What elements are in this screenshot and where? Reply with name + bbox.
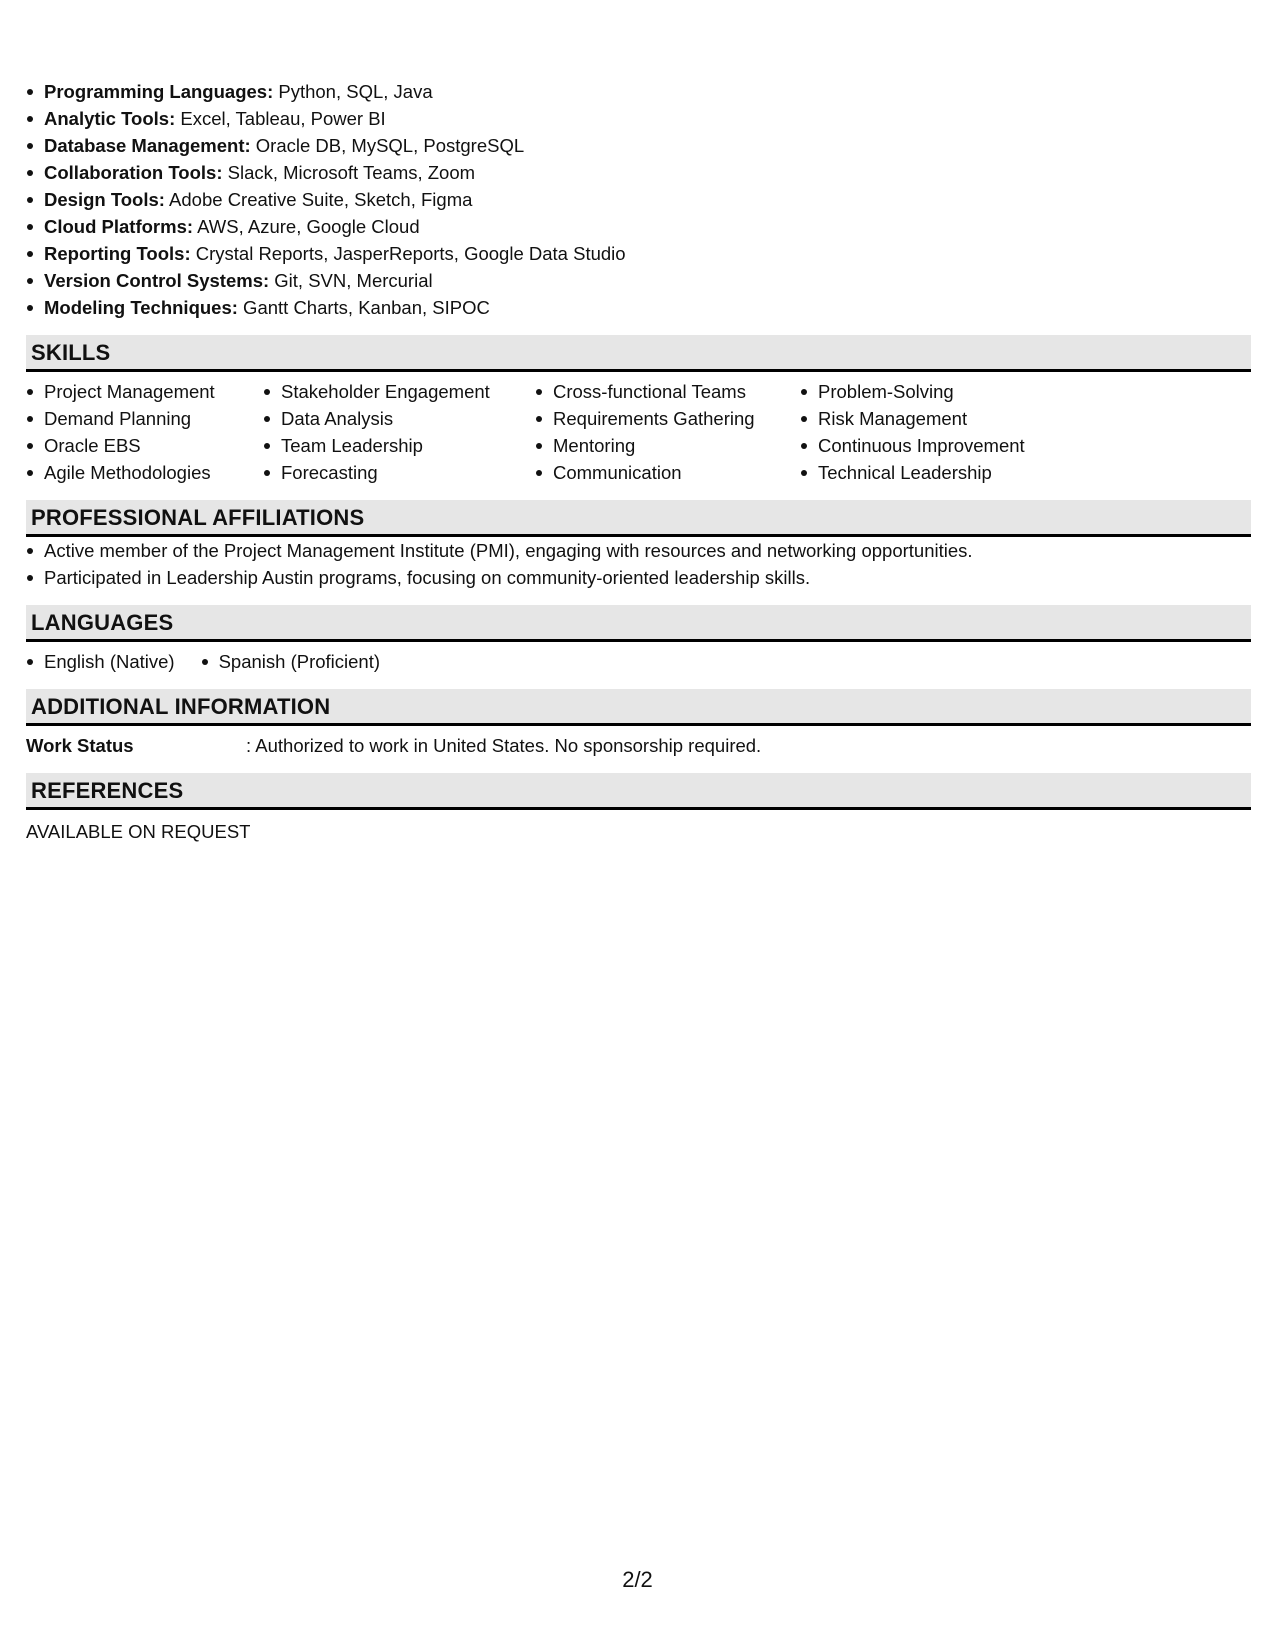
resume-page bbox=[26, 78, 1251, 845]
skills-column bbox=[800, 378, 1118, 486]
tech-skill-value: Gantt Charts, Kanban, SIPOC bbox=[237, 297, 490, 318]
tech-skill-value: Slack, Microsoft Teams, Zoom bbox=[222, 162, 476, 183]
skills-column bbox=[263, 378, 535, 486]
list-item bbox=[44, 159, 1251, 186]
tech-skill-label: Modeling Techniques: bbox=[44, 297, 238, 318]
skills-column bbox=[26, 378, 263, 486]
skill-item: Continuous Improvement bbox=[818, 432, 1118, 459]
list-item bbox=[44, 78, 1251, 105]
tech-skill-value: Python, SQL, Java bbox=[273, 81, 433, 102]
section-header-affiliations: PROFESSIONAL AFFILIATIONS bbox=[26, 500, 1251, 537]
skill-item: Technical Leadership bbox=[818, 459, 1118, 486]
tech-skill-label: Programming Languages: bbox=[44, 81, 274, 102]
tech-skill-label: Analytic Tools: bbox=[44, 108, 176, 129]
tech-skill-value: Oracle DB, MySQL, PostgreSQL bbox=[250, 135, 525, 156]
tech-skill-label: Version Control Systems: bbox=[44, 270, 270, 291]
tech-skill-value: Git, SVN, Mercurial bbox=[269, 270, 433, 291]
affiliation-item: Participated in Leadership Austin programs, focusing on community-oriented leadership skills. bbox=[44, 564, 1251, 591]
skill-item: Project Management bbox=[44, 378, 263, 405]
tech-skill-label: Reporting Tools: bbox=[44, 243, 191, 264]
technical-skills-list bbox=[26, 78, 1251, 321]
tech-skill-value: Excel, Tableau, Power BI bbox=[175, 108, 386, 129]
skills-column bbox=[535, 378, 800, 486]
page-number: 2/2 bbox=[622, 1567, 653, 1592]
list-item bbox=[44, 213, 1251, 240]
list-item bbox=[44, 105, 1251, 132]
languages-row bbox=[26, 648, 1251, 675]
work-status-label: Work Status bbox=[26, 735, 134, 756]
section-header-languages: LANGUAGES bbox=[26, 605, 1251, 642]
references-text: AVAILABLE ON REQUEST bbox=[26, 821, 251, 842]
affiliations-list bbox=[26, 537, 1251, 591]
section-header-references: REFERENCES bbox=[26, 773, 1251, 810]
affiliation-item: Active member of the Project Management Institute (PMI), engaging with resources and networking opportunities. bbox=[44, 537, 1251, 564]
tech-skill-label: Design Tools: bbox=[44, 189, 165, 210]
skill-item: Stakeholder Engagement bbox=[281, 378, 535, 405]
skill-item: Agile Methodologies bbox=[44, 459, 263, 486]
list-item bbox=[44, 186, 1251, 213]
language-item: English (Native) bbox=[44, 648, 175, 675]
list-item bbox=[44, 267, 1251, 294]
tech-skill-label: Database Management: bbox=[44, 135, 251, 156]
language-item: Spanish (Proficient) bbox=[219, 648, 380, 675]
skills-grid bbox=[26, 378, 1251, 486]
work-status-value: : Authorized to work in United States. No sponsorship required. bbox=[246, 735, 762, 756]
section-header-skills: SKILLS bbox=[26, 335, 1251, 372]
skill-item: Mentoring bbox=[553, 432, 800, 459]
list-item bbox=[44, 294, 1251, 321]
list-item bbox=[44, 240, 1251, 267]
skill-item: Communication bbox=[553, 459, 800, 486]
tech-skill-label: Cloud Platforms: bbox=[44, 216, 194, 237]
tech-skill-label: Collaboration Tools: bbox=[44, 162, 223, 183]
tech-skill-value: Adobe Creative Suite, Sketch, Figma bbox=[164, 189, 473, 210]
section-header-additional-information: ADDITIONAL INFORMATION bbox=[26, 689, 1251, 726]
skill-item: Cross-functional Teams bbox=[553, 378, 800, 405]
list-item bbox=[44, 132, 1251, 159]
languages-list bbox=[26, 648, 424, 675]
skill-item: Forecasting bbox=[281, 459, 535, 486]
work-status-row bbox=[26, 732, 1251, 759]
skill-item: Data Analysis bbox=[281, 405, 535, 432]
skill-item: Problem-Solving bbox=[818, 378, 1118, 405]
skill-item: Demand Planning bbox=[44, 405, 263, 432]
skill-item: Risk Management bbox=[818, 405, 1118, 432]
tech-skill-value: Crystal Reports, JasperReports, Google Data Studio bbox=[190, 243, 626, 264]
skill-item: Team Leadership bbox=[281, 432, 535, 459]
skill-item: Oracle EBS bbox=[44, 432, 263, 459]
skill-item: Requirements Gathering bbox=[553, 405, 800, 432]
tech-skill-value: AWS, Azure, Google Cloud bbox=[193, 216, 420, 237]
